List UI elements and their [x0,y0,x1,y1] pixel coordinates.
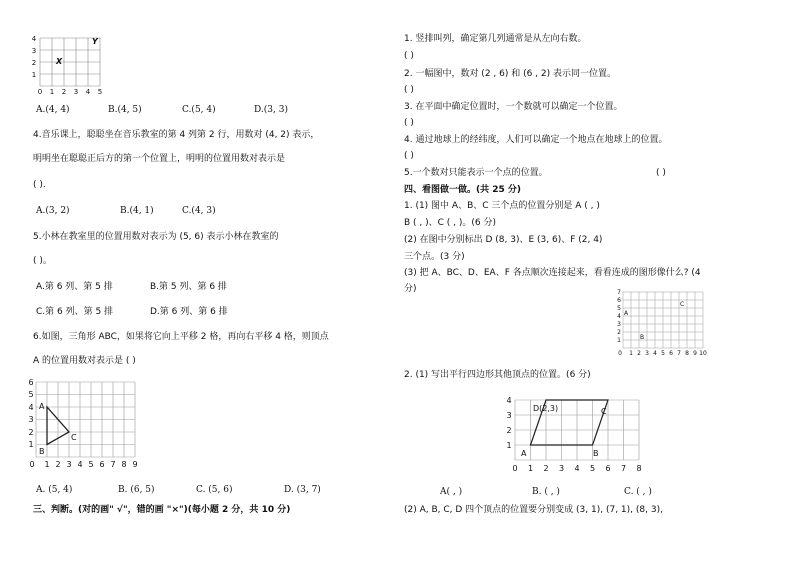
y-tick: 6 [617,297,621,304]
judge-1-text: 1. 竖排叫列，确定第几列通常是从左向右数。 [404,34,587,44]
question-5-blank: ( )。 [33,256,52,266]
section-3-heading: 三、判断。(对的画" √"，错的画 "×")(每小题 2 分，共 10 分) [33,505,291,515]
q5-option-d: D.第 6 列、第 6 排 [150,307,228,317]
x-tick: 10 [699,350,707,357]
problem-1-line2: B ( , )、C ( , )。(6 分) [404,218,496,228]
x-tick: 3 [73,88,79,96]
points-abc-grid [615,289,705,357]
y-tick: 5 [28,390,34,399]
x-tick: 3 [645,350,649,357]
judge-4-text: 4. 通过地球上的经纬度，人们可以确定一个地点在地球上的位置。 [404,135,668,145]
y-tick: 4 [617,313,621,320]
q6-option-b: B. (6, 5) [118,485,155,495]
origin-label: 0 [29,460,35,469]
x-tick: 4 [77,460,83,469]
x-tick: 7 [110,460,116,469]
problem-1-line6: 分) [404,284,417,294]
y-tick: 3 [31,47,37,55]
x-tick: 7 [677,350,681,357]
coordinate-grid-xy [28,34,118,94]
problem-2-line1: 2. (1) 写出平行四边形其他顶点的位置。(6 分) [404,370,591,380]
judge-4-blank: ( ) [404,151,414,161]
x-tick: 5 [661,350,665,357]
y-tick: 2 [31,59,37,67]
x-tick: 2 [543,464,549,473]
judge-3-blank: ( ) [404,118,414,128]
x-tick: 0 [512,464,518,473]
y-tick: 1 [31,71,37,79]
x-tick: 5 [589,464,596,473]
x-tick: 8 [121,460,127,469]
judge-2-text: 2. 一幅图中，数对 (2 , 6) 和 (6 , 2) 表示同一位置。 [404,69,617,79]
q4-option-c: C.(4, 3) [182,206,216,216]
problem-1-line3: (2) 在图中分别标出 D (8, 3)、E (3, 6)、F (2, 4) [404,235,603,245]
judge-2-blank: ( ) [404,85,414,95]
parallelogram-grid [505,396,645,476]
problem-1-line4: 三个点。(3 分) [404,252,465,262]
y-tick: 1 [28,440,34,449]
x-tick: 2 [61,88,67,96]
y-tick: 3 [506,411,512,420]
q6-option-d: D. (3, 7) [284,485,321,495]
y-tick: 4 [28,403,34,412]
q6-option-a: A. (5, 4) [36,485,73,495]
q6-option-c: C. (5, 6) [196,485,233,495]
judge-5-text: 5.一个数对只能表示一个点的位置。 [404,168,548,178]
judge-3-text: 3. 在平面中确定位置时，一个数就可以确定一个位置。 [404,102,623,112]
point-b-label: B [640,334,645,341]
q5-option-c: C.第 6 列、第 5 排 [36,307,114,317]
vertex-d-label: D(2,3) [533,404,559,413]
q3-option-c: C.(5, 4) [182,105,216,115]
point-x-label: X [56,57,63,66]
x-tick: 6 [669,350,673,357]
y-tick: 5 [617,305,621,312]
x-tick: 2 [55,460,61,469]
question-4-line2: 明明坐在聪聪正后方的第一个位置上，明明的位置用数对表示是 [33,154,286,164]
x-tick: 5 [97,88,103,96]
section-4-heading: 四、看图做一做。(共 25 分) [404,185,522,195]
y-tick: 4 [506,396,512,405]
x-tick: 6 [605,464,611,473]
question-4-blank: ( ). [33,180,46,190]
q5-option-b: B.第 5 列、第 6 排 [150,282,227,292]
vertex-c-label: C [71,433,77,442]
x-tick: 1 [49,88,55,96]
answer-b-blank: B. ( , ) [532,487,560,497]
y-tick: 7 [617,289,621,296]
point-y-label: Y [92,37,98,46]
vertex-c-label: C [601,407,607,416]
y-tick: 1 [506,441,512,450]
problem-1-line1: 1. (1) 图中 A、B、C 三个点的位置分别是 A ( , ) [404,201,600,211]
q4-option-a: A.(3, 2) [36,206,70,216]
y-tick: 1 [617,337,621,344]
vertex-b-label: B [39,447,45,456]
point-c-label: C [680,301,685,308]
x-tick: 1 [629,350,633,357]
x-tick: 2 [637,350,641,357]
x-tick: 0 [37,88,43,96]
y-tick: 3 [28,415,34,424]
y-tick: 2 [506,426,512,435]
q3-option-b: B.(4, 5) [108,105,142,115]
y-tick: 3 [617,321,621,328]
x-tick: 9 [693,350,697,357]
x-tick: 8 [636,464,642,473]
y-tick: 6 [28,378,34,387]
point-a-label: A [624,310,629,317]
problem-1-line5: (3) 把 A、BC、D、EA、F 各点顺次连接起来，看看连成的图形像什么? (4 [404,268,701,278]
x-tick: 8 [685,350,689,357]
problem-2-line2: (2) A, B, C, D 四个顶点的位置要分别变成 (3, 1), (7, 1), (8, 3), [404,505,663,515]
x-tick: 4 [85,88,91,96]
triangle-abc-grid [26,378,146,474]
x-tick: 4 [653,350,657,357]
question-6-line1: 6.如图，三角形 ABC，如果将它向上平移 2 格，再向右平移 4 格，则顶点 [33,332,329,342]
y-tick: 4 [31,35,37,43]
vertex-a-label: A [521,449,527,458]
x-tick: 6 [99,460,105,469]
x-tick: 9 [132,460,138,469]
question-5-line1: 5.小林在教室里的位置用数对表示为 (5, 6) 表示小林在教室的 [33,232,279,242]
vertex-b-label: B [593,449,599,458]
x-tick: 5 [88,460,94,469]
q5-option-a: A.第 6 列、第 5 排 [36,282,113,292]
judge-1-blank: ( ) [404,51,414,61]
answer-c-blank: C. ( , ) [624,487,652,497]
origin-label: 0 [618,350,622,357]
x-tick: 1 [44,460,50,469]
x-tick: 4 [574,464,580,473]
q4-option-b: B.(4, 1) [120,206,154,216]
judge-5-blank: ( ) [656,168,666,178]
y-tick: 2 [28,428,34,437]
answer-a-blank: A( , ) [440,487,463,497]
x-tick: 3 [66,460,72,469]
q3-option-a: A.(4, 4) [36,105,70,115]
question-4-line1: 4.音乐课上，聪聪坐在音乐教室的第 4 列第 2 行，用数对 (4, 2) 表示， [33,130,320,140]
y-tick: 2 [617,329,621,336]
vertex-a-label: A [39,402,45,411]
question-6-line2: A 的位置用数对表示是 ( ) [33,356,136,366]
x-tick: 7 [620,464,627,473]
x-tick: 3 [558,464,565,473]
q3-option-d: D.(3, 3) [254,105,288,115]
x-tick: 1 [527,464,534,473]
